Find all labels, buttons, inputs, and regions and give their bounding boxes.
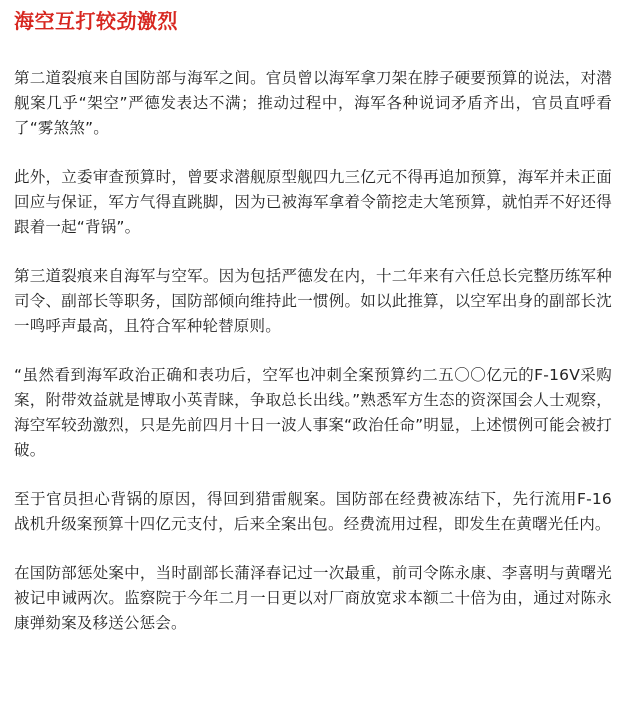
article-paragraph-1: 第二道裂痕来自国防部与海军之间。官员曾以海军拿刀架在脖子硬要预算的说法，对潜舰案几乎“架空”严德发表达不满；推动过程中，海军各种说词矛盾齐出，官员直呼看了“雾煞煞”。: [14, 69, 612, 137]
article-paragraph-3: 第三道裂痕来自海军与空军。因为包括严德发在内，十二年来有六任总长完整历练军种司令、副部长等职务，国防部倾向维持此一惯例。如以此推算，以空军出身的副部长沈一鸣呼声最高，且符合军种轮替原则。: [14, 267, 612, 335]
article-paragraph-5: 至于官员担心背锅的原因，得回到猎雷舰案。国防部在经费被冻结下，先行流用F-16战机升级案预算十四亿元支付，后来全案出包。经费流用过程，即发生在黄曙光任内。: [14, 490, 612, 533]
article-paragraph-2: 此外，立委审查预算时，曾要求潜舰原型舰四九三亿元不得再追加预算，海军并未正面回应与保证，军方气得直跳脚，因为已被海军拿着令箭挖走大笔预算，就怕弄不好还得跟着一起“背锅”。: [14, 168, 612, 236]
article-heading: 海空互打较劲激烈: [14, 9, 178, 33]
article-paragraph-4: “虽然看到海军政治正确和表功后，空军也冲刺全案预算约二五〇〇亿元的F-16V采购案，附带效益就是博取小英青睐，争取总长出线。”熟悉军方生态的资深国会人士观察，海空军较劲激烈，只是先前四月十日一波人事案“政治任命”明显，上述惯例可能会被打破。: [14, 366, 612, 459]
article-paragraph-6: 在国防部惩处案中，当时副部长蒲泽春记过一次最重，前司令陈永康、李喜明与黄曙光被记申诫两次。监察院于今年二月一日更以对厂商放宽求本额二十倍为由，通过对陈永康弹劾案及移送公惩会。: [14, 564, 612, 632]
